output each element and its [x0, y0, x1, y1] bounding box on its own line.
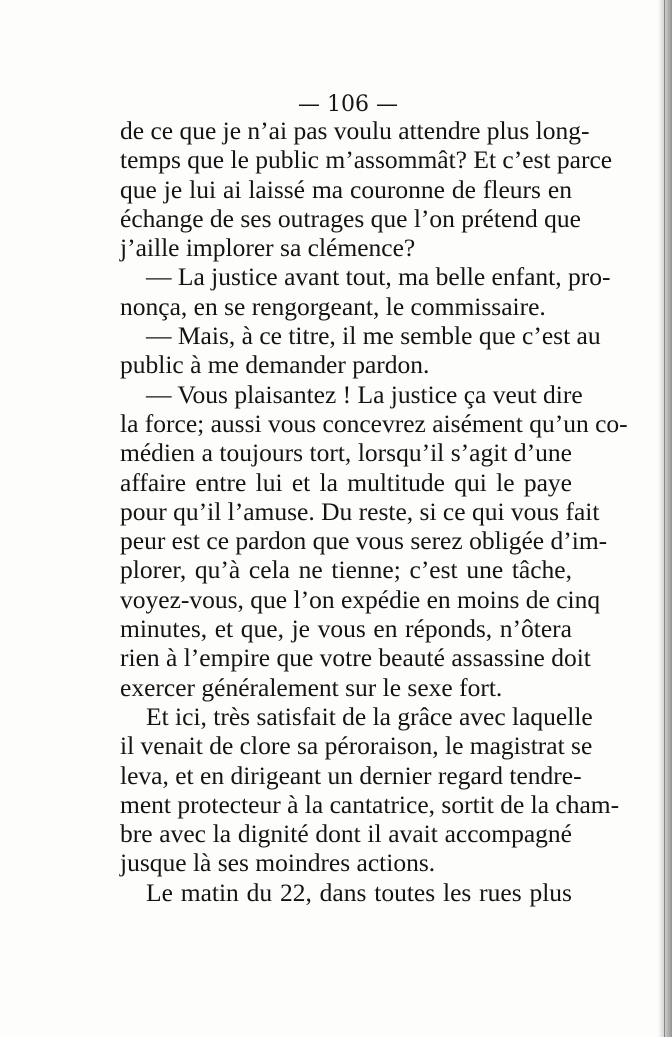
text-line: jusque là ses moindres actions. [120, 848, 436, 878]
text-line: rien à l’empire que votre beauté assassine doit [120, 643, 591, 673]
page-spine-shadow [658, 0, 672, 1037]
text-line: ment protecteur à la cantatrice, sortit de la cham- [120, 789, 620, 819]
text-line: que je lui ai laissé ma couronne de fleurs en [120, 174, 572, 204]
text-line: — Vous plaisantez ! La justice ça veut dire [146, 379, 583, 409]
text-line: échange de ses outrages que l’on prétend que [120, 203, 581, 233]
text-line: — Mais, à ce titre, il me semble que c’est au [146, 321, 601, 351]
text-line: voyez-vous, que l’on expédie en moins de cinq [120, 584, 601, 614]
text-line: nonça, en se rengorgeant, le commissaire. [120, 291, 546, 321]
text-line: pour qu’il l’amuse. Du reste, si ce qui vous fait [120, 496, 600, 526]
text-line: j’aille implorer sa clémence? [120, 233, 416, 263]
text-line: affaire entre lui et la multitude qui le paye [120, 467, 572, 497]
text-line: public à me demander pardon. [120, 350, 430, 380]
text-line: minutes, et que, je vous en réponds, n’ôtera [120, 614, 572, 644]
text-line: de ce que je n’ai pas voulu attendre plus long- [120, 116, 590, 145]
text-line: il venait de clore sa péroraison, le magistrat se [120, 731, 593, 761]
text-line: — La justice avant tout, ma belle enfant, pro- [146, 262, 611, 292]
text-line: leva, et en dirigeant un dernier regard tendre- [120, 760, 582, 790]
text-line: peur est ce pardon que vous serez obligée d’im- [120, 526, 608, 556]
page-spine-edge-line [664, 0, 665, 1037]
text-line: la force; aussi vous concevrez aisément qu’un co- [120, 408, 628, 438]
page-number: — 106 — [298, 92, 398, 117]
text-line: plorer, qu’à cela ne tienne; c’est une tâche, [120, 555, 572, 585]
text-line: temps que le public m’assommât? Et c’est parce [120, 145, 613, 175]
text-line: Le matin du 22, dans toutes les rues plus [146, 877, 572, 907]
text-line: bre avec la dignité dont il avait accompagné [120, 819, 572, 849]
text-line: Et ici, très satisfait de la grâce avec laquelle [146, 701, 593, 731]
body-text [120, 116, 628, 907]
text-line: médien a toujours tort, lorsqu’il s’agit d’une [120, 438, 572, 468]
text-line: exercer généralement sur le sexe fort. [120, 672, 503, 702]
